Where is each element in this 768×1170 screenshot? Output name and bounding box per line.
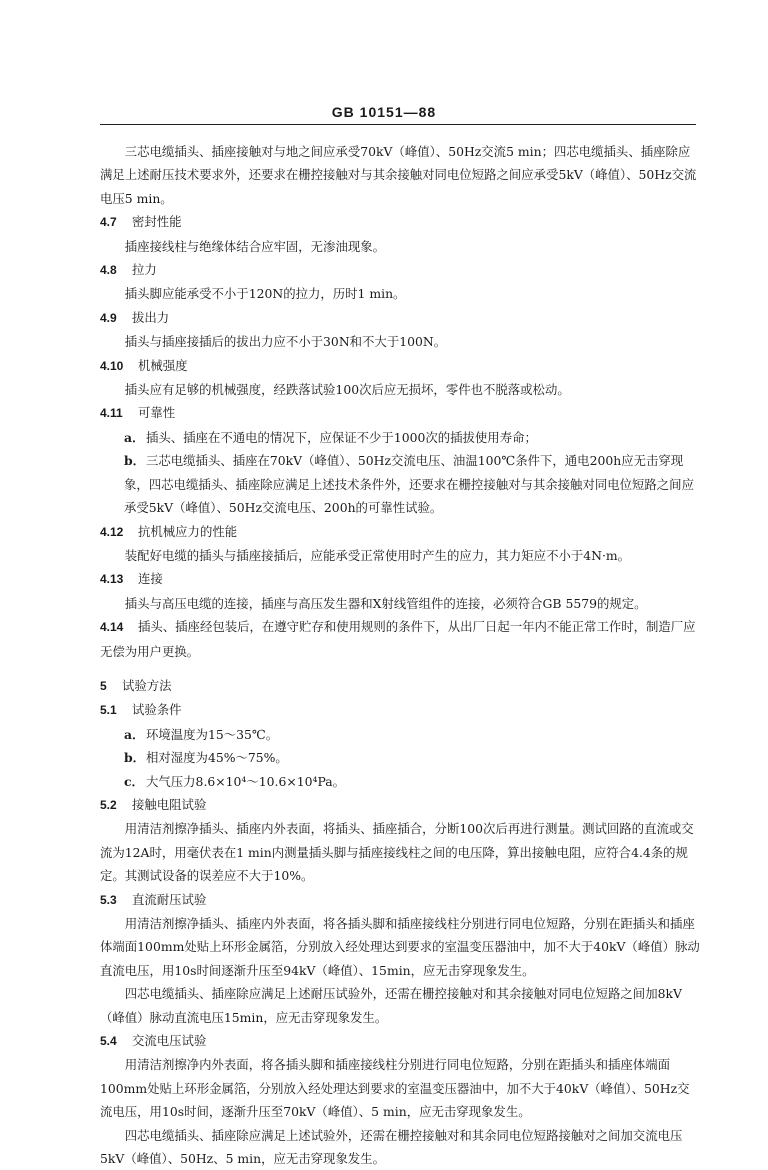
list-item (100, 426, 700, 449)
paragraph: 用清洁剂擦净插头、插座内外表面，将插头、插座插合，分断100次后再进行测量。测试回路的直流或交流为12A时，用毫伏表在1 min内测量插头脚与插座接线柱之间的电压降，算出接触电阻，应符合4.4条的规定。其测试设备的误差应不大于10%。 (100, 821, 694, 884)
clause-title: 可靠性 (138, 405, 176, 421)
clause-heading (100, 698, 700, 722)
clause-title: 连接 (138, 571, 163, 587)
clause-title: 试验条件 (132, 702, 182, 718)
clause-paragraph (100, 615, 700, 663)
paragraph: 插头应有足够的机械强度，经跌落试验100次后应无损坏，零件也不脱落或松动。 (124, 382, 570, 398)
paragraph: 用清洁剂擦净插头、插座内外表面，将各插头脚和插座接线柱分别进行同电位短路，分别在距插头和插座体端面100mm处贴上环形金属箔，分别放入经处理达到要求的室温变压器油中，加不大于40kV（峰值）脉动直流电压，用10s时间逐渐升压至94kV（峰值）、15min，应无击穿现象发生。 (100, 916, 700, 978)
clause-number: 5.1 (100, 703, 117, 718)
clause-title: 密封性能 (132, 214, 182, 230)
paragraph: 插座接线柱与绝缘体结合应牢固，无渗油现象。 (124, 238, 385, 254)
clause-heading (100, 210, 700, 234)
paragraph: 三芯电缆插头、插座接触对与地之间应承受70kV（峰值）、50Hz交流5 min；四芯电缆插头、插座除应满足上述耐压技术要求外，还要求在栅控接触对与其余接触对同电位短路之间应承受5kV（峰值）、50Hz交流电压5 min。 (100, 144, 697, 206)
list-item-marker: c． (124, 773, 144, 789)
list-item-text: 三芯电缆插头、插座在70kV（峰值）、50Hz交流电压、油温100℃条件下，通电200h应无击穿现象，四芯电缆插头、插座除应满足上述技术条件外，还要求在栅控接触对与其余接触对同电位短路之间应承受5kV（峰值）、50Hz交流电压、200h的可靠性试验。 (124, 453, 694, 516)
clause-number: 4.11 (100, 406, 123, 421)
list-item-text: 大气压力8.6×10⁴～10.6×10⁴Pa。 (146, 773, 346, 789)
clause-number: 4.7 (100, 215, 117, 230)
list-item-marker: a． (124, 429, 145, 445)
clause-number: 4.9 (100, 310, 117, 325)
clause-number: 4.12 (100, 524, 124, 539)
list-item (100, 746, 700, 769)
list-item (100, 449, 700, 519)
clause-title: 拉力 (132, 262, 157, 278)
clause-text: 插头、插座经包装后，在遵守贮存和使用规则的条件下，从出厂日起一年内不能正常工作时，制造厂应无偿为用户更换。 (100, 619, 696, 659)
section-title: 试验方法 (122, 677, 172, 693)
clause-title: 交流电压试验 (132, 1033, 207, 1049)
clause-title: 接触电阻试验 (132, 796, 207, 812)
list-item-text: 相对湿度为45%～75%。 (146, 750, 288, 766)
clause-heading (100, 354, 700, 378)
clause-heading (100, 258, 700, 282)
document-body (100, 140, 700, 1170)
clause-number: 5.4 (100, 1034, 117, 1049)
list-item-marker: b． (124, 750, 146, 766)
clause-heading (100, 306, 700, 330)
list-item-marker: a． (124, 726, 145, 742)
section-heading (100, 674, 700, 698)
clause-number: 5.3 (100, 892, 117, 907)
list-item-text: 环境温度为15～35℃。 (146, 726, 279, 742)
clause-title: 直流耐压试验 (132, 891, 207, 907)
clause-heading (100, 401, 700, 425)
paragraph: 插头脚应能承受不小于120N的拉力，历时1 min。 (124, 286, 406, 302)
list-item (100, 723, 700, 746)
clause-number: 5.2 (100, 797, 117, 812)
clause-number: 4.10 (100, 358, 124, 373)
clause-title: 抗机械应力的性能 (138, 523, 238, 539)
clause-heading (100, 793, 700, 817)
clause-title: 拔出力 (132, 309, 170, 325)
clause-heading (100, 520, 700, 544)
clause-number: 4.14 (100, 620, 124, 635)
clause-number: 4.8 (100, 263, 117, 278)
clause-title: 机械强度 (138, 357, 188, 373)
clause-heading (100, 888, 700, 912)
header-rule (100, 124, 696, 125)
section-spacer (100, 663, 700, 674)
list-item-text: 插头、插座在不通电的情况下，应保证不少于1000次的插拔使用寿命； (146, 429, 537, 445)
clause-heading (100, 1029, 700, 1053)
paragraph: 四芯电缆插头、插座除应满足上述耐压试验外，还需在栅控接触对和其余接触对同电位短路之间加8kV（峰值）脉动直流电压15min，应无击穿现象发生。 (100, 986, 682, 1025)
list-item (100, 770, 700, 793)
list-item-marker: b． (124, 453, 146, 469)
clause-heading (100, 567, 700, 591)
standard-code-header: GB 10151—88 (331, 104, 437, 120)
section-number: 5 (100, 678, 107, 693)
paragraph: 四芯电缆插头、插座除应满足上述试验外，还需在栅控接触对和其余同电位短路接触对之间加交流电压5kV（峰值）、50Hz、5 min，应无击穿现象发生。 (100, 1127, 683, 1167)
paragraph: 插头与插座接插后的拔出力应不小于30N和不大于100N。 (124, 334, 447, 350)
paragraph: 用清洁剂擦净内外表面，将各插头脚和插座接线柱分别进行同电位短路，分别在距插头和插座体端面100mm处贴上环形金属箔，分别放入经处理达到要求的室温变压器油中，加不大于40kV（峰值）、50Hz交流电压，用10s时间，逐渐升压至70kV（峰值）、5 min，应无击穿现象发生。 (100, 1057, 690, 1120)
clause-number: 4.13 (100, 572, 124, 587)
paragraph: 插头与高压电缆的连接，插座与高压发生器和X射线管组件的连接，必须符合GB 5579的规定。 (124, 595, 647, 611)
paragraph: 装配好电缆的插头与插座接插后，应能承受正常使用时产生的应力，其力矩应不小于4N·m。 (124, 547, 631, 563)
